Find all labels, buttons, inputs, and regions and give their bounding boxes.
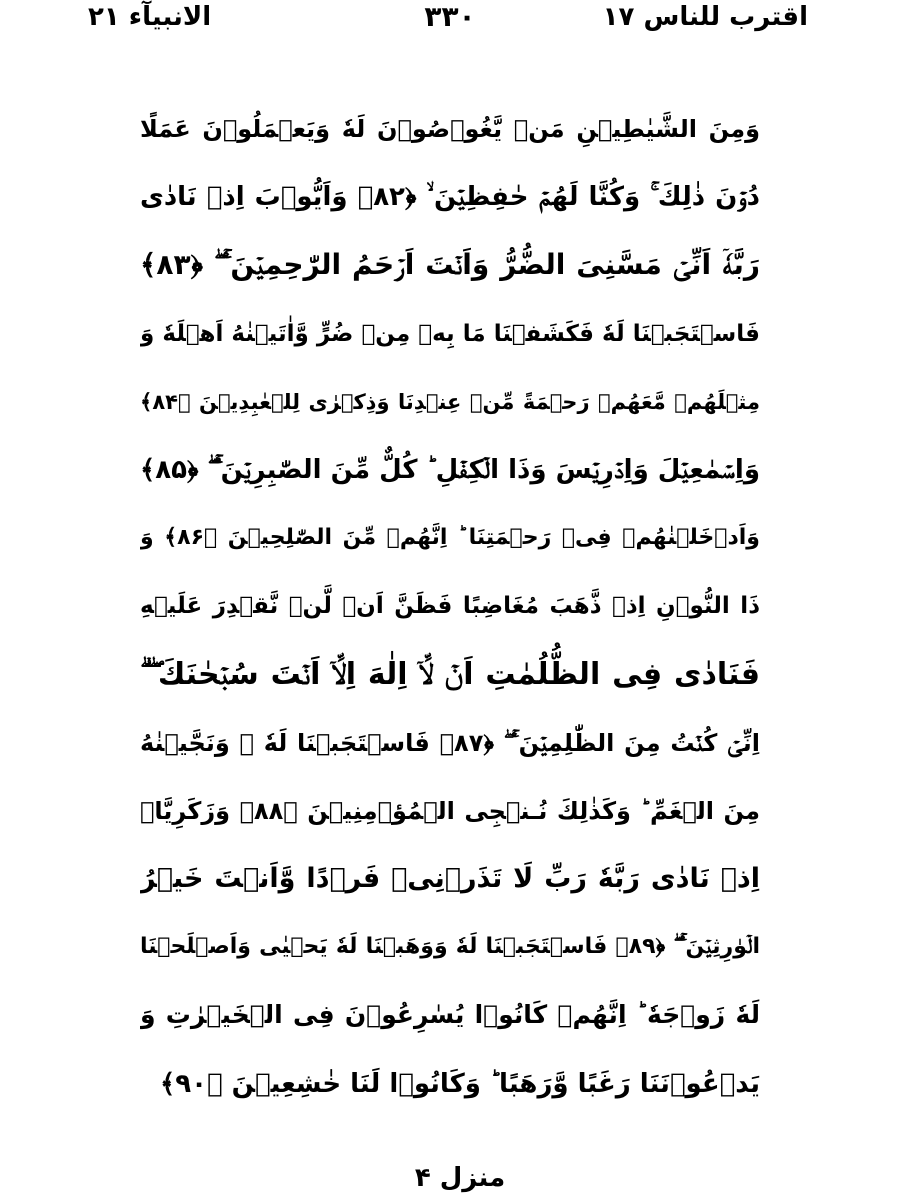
- juz-label: اقترب للناس ١٧: [602, 2, 808, 32]
- verse-line-5: مِثۡلَهُمۡ مَّعَهُمۡ رَحۡمَةً مِّنۡ عِنۡدِنَا وَذِكۡرٰى لِلۡعٰبِدِيۡنَ ﴿۸۴﴾: [140, 389, 760, 414]
- verse-line-13: الۡوٰرِثِيۡنَ ۚ ۖ ﴿۸۹﴾ فَاسۡتَجَبۡنَا لَهٗ وَوَهَبۡنَا لَهٗ يَحۡيٰى وَاَصۡلَحۡنَا: [140, 934, 760, 960]
- verse-block: [140, 95, 760, 1118]
- verse-line-8: ذَا النُّوۡنِ اِذۡ ذَّهَبَ مُغَاضِبًا فَظَنَّ اَنۡ لَّنۡ نَّقۡدِرَ عَلَيۡهِ: [140, 593, 760, 620]
- page-number: ٣٣٠: [424, 0, 476, 33]
- verse-line-7: وَاَدۡخَلۡنٰهُمۡ فِىۡ رَحۡمَتِنَا ؕ اِنَّهُمۡ مِّنَ الصّٰلِحِيۡنَ ﴿۸۶﴾ وَ: [140, 525, 760, 551]
- verse-line-11: مِنَ الۡغَمِّ ؕ وَكَذٰلِكَ نُـنۡجِى الۡمُؤۡمِنِيۡنَ ﴿۸۸﴾ وَزَكَرِيَّاۤ: [140, 796, 760, 825]
- verse-line-9: فَنَادٰى فِى الظُّلُمٰتِ اَنۡ لَّاۤ اِلٰهَ اِلَّاۤ اَنۡتَ سُبۡحٰنَكَ ۖ ۗ: [140, 656, 760, 692]
- verse-line-10: اِنِّىۡ كُنۡتُ مِنَ الظّٰلِمِيۡنَ ۚ ۖ ﴿۸۷﴾ فَاسۡتَجَبۡنَا لَهٗ ۙ وَنَجَّيۡنٰهُ: [140, 728, 760, 757]
- verse-line-14: لَهٗ زَوۡجَهٗ ؕ اِنَّهُمۡ كَانُوۡا يُسٰرِعُوۡنَ فِى الۡخَيۡرٰتِ وَ: [140, 1000, 760, 1030]
- surah-label: الانبيآء ٢١: [88, 2, 212, 32]
- verse-line-15: يَدۡعُوۡنَنَا رَغَبًا وَّرَهَبًا ؕ وَكَانُوۡا لَنَا خٰشِعِيۡنَ ﴿۹۰﴾: [159, 1068, 760, 1099]
- verse-line-2: دُوۡنَ ذٰلِكَ ۚ وَكُنَّا لَهُمۡ حٰفِظِيۡنَ ۙ ﴿۸۲﴾ وَاَيُّوۡبَ اِذۡ نَادٰى: [140, 182, 760, 213]
- verse-line-4: فَاسۡتَجَبۡنَا لَهٗ فَكَشَفۡنَا مَا بِهٖ مِنۡ ضُرٍّ وَّاٰتَيۡنٰهُ اَهۡلَهٗ وَ: [140, 320, 760, 347]
- verse-line-1: وَمِنَ الشَّيٰطِيۡنِ مَنۡ يَّغُوۡصُوۡنَ لَهٗ وَيَعۡمَلُوۡنَ عَمَلًا: [140, 115, 760, 143]
- page-header: [0, 0, 900, 40]
- verse-line-3: رَبَّهٗۤ اَنِّىۡ مَسَّنِىَ الضُّرُّ وَاَنۡتَ اَرۡحَمُ الرّٰحِمِيۡنَ ۚ ۖ ﴿۸۳﴾: [140, 248, 760, 282]
- verse-line-12: اِذۡ نَادٰى رَبَّهٗ رَبِّ لَا تَذَرۡنِىۡ فَرۡدًا وَّاَنۡتَ خَيۡرُ: [140, 863, 760, 895]
- manzil-footer: منزل ۴: [414, 1163, 506, 1193]
- verse-line-6: وَاِسۡمٰعِيۡلَ وَاِدۡرِيۡسَ وَذَا الۡكِفۡلِ ؕ كُلٌّ مِّنَ الصّٰبِرِيۡنَ ۚ ۖ ﴿۸۵﴾: [140, 454, 760, 485]
